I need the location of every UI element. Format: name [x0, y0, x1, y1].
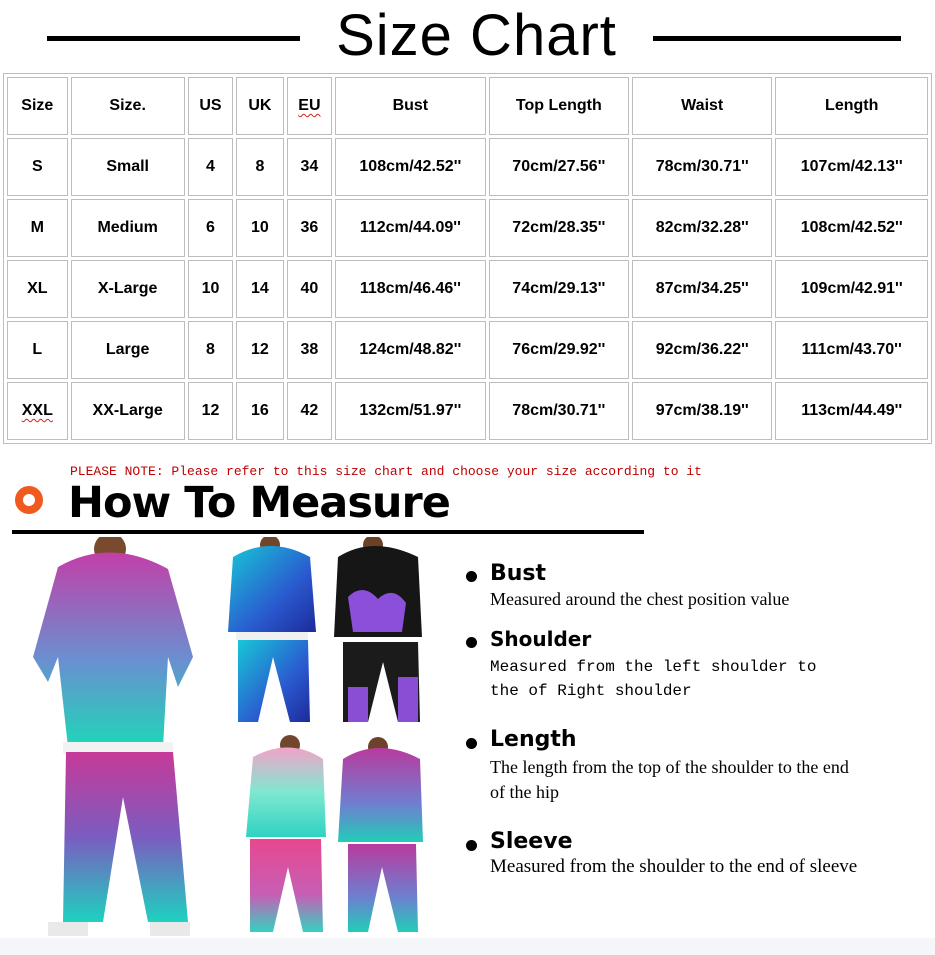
table-cell: L: [7, 321, 68, 379]
table-row: [7, 138, 928, 196]
bullet-icon: [466, 840, 477, 851]
table-cell: 16: [236, 382, 283, 440]
measure-item-desc: Measured from the left shoulder to the of Right shoulder: [490, 658, 817, 700]
table-cell: 92cm/36.22'': [632, 321, 772, 379]
size-chart-header: [0, 0, 935, 70]
table-cell: 78cm/30.71'': [489, 382, 629, 440]
table-row: [7, 260, 928, 318]
page-title: Size Chart: [336, 3, 617, 68]
table-cell: Medium: [71, 199, 185, 257]
bullet-icon: [466, 571, 477, 582]
model-purple: [338, 737, 423, 932]
measure-item-title: Sleeve: [490, 829, 573, 854]
table-cell: 107cm/42.13'': [775, 138, 928, 196]
table-cell: 132cm/51.97'': [335, 382, 486, 440]
table-cell: 8: [188, 321, 233, 379]
table-cell: 112cm/44.09'': [335, 199, 486, 257]
table-cell: 124cm/48.82'': [335, 321, 486, 379]
table-cell: 109cm/42.91'': [775, 260, 928, 318]
circle-icon: [15, 486, 43, 514]
table-cell: S: [7, 138, 68, 196]
size-table: [3, 73, 932, 444]
table-row: [7, 199, 928, 257]
table-cell: 14: [236, 260, 283, 318]
table-cell: 108cm/42.52'': [335, 138, 486, 196]
model-blue: [228, 537, 316, 722]
header-cell: Length: [775, 77, 928, 135]
table-cell: 74cm/29.13'': [489, 260, 629, 318]
table-row: [7, 382, 928, 440]
model-large: [33, 537, 193, 936]
table-cell: 38: [287, 321, 332, 379]
table-row: [7, 321, 928, 379]
model-pink: [246, 735, 326, 932]
measure-item-title: Shoulder: [490, 627, 592, 651]
table-cell: Large: [71, 321, 185, 379]
title-rule-right: [653, 36, 901, 41]
measure-item-desc: The length from the top of the shoulder to the end of the hip: [490, 757, 849, 802]
table-cell: XL: [7, 260, 68, 318]
header-cell: US: [188, 77, 233, 135]
table-cell: 76cm/29.92'': [489, 321, 629, 379]
size-note: PLEASE NOTE: Please refer to this size chart and choose your size according to it: [70, 464, 702, 479]
table-cell: 34: [287, 138, 332, 196]
table-cell: 97cm/38.19'': [632, 382, 772, 440]
table-cell: 4: [188, 138, 233, 196]
table-cell: X-Large: [71, 260, 185, 318]
table-cell: 111cm/43.70'': [775, 321, 928, 379]
measure-item-title: Length: [490, 727, 577, 752]
table-cell: 72cm/28.35'': [489, 199, 629, 257]
bottom-strip: [0, 938, 935, 955]
table-cell: 78cm/30.71'': [632, 138, 772, 196]
table-cell: 87cm/34.25'': [632, 260, 772, 318]
table-cell-text: XXL: [21, 402, 53, 419]
title-rule-left: [47, 36, 300, 41]
measure-item-title: Bust: [490, 561, 547, 586]
table-cell: [7, 382, 68, 440]
table-cell: 10: [236, 199, 283, 257]
table-cell: Small: [71, 138, 185, 196]
header-cell: Size.: [71, 77, 185, 135]
table-cell: 12: [188, 382, 233, 440]
table-cell: 10: [188, 260, 233, 318]
table-cell: 113cm/44.49'': [775, 382, 928, 440]
header-cell-text: EU: [298, 97, 321, 114]
table-cell: 6: [188, 199, 233, 257]
measure-item-desc: Measured around the chest position value: [490, 589, 790, 609]
header-cell: UK: [236, 77, 283, 135]
table-cell: 12: [236, 321, 283, 379]
table-cell: 42: [287, 382, 332, 440]
table-cell: 40: [287, 260, 332, 318]
table-header-row: [7, 77, 928, 135]
bullet-icon: [466, 738, 477, 749]
bullet-icon: [466, 637, 477, 648]
header-cell: Top Length: [489, 77, 629, 135]
table-cell: 70cm/27.56'': [489, 138, 629, 196]
product-photos: [18, 537, 438, 940]
table-cell: 118cm/46.46'': [335, 260, 486, 318]
header-cell: Waist: [632, 77, 772, 135]
table-cell: 8: [236, 138, 283, 196]
table-cell: M: [7, 199, 68, 257]
product-illustration: [18, 537, 438, 940]
model-black: [334, 537, 422, 722]
how-to-measure-title: How To Measure: [68, 478, 450, 528]
header-cell: [287, 77, 332, 135]
measure-item-desc: Measured from the shoulder to the end of sleeve: [490, 856, 858, 877]
table-cell: 82cm/32.28'': [632, 199, 772, 257]
header-cell: Bust: [335, 77, 486, 135]
heading-underline: [12, 530, 644, 534]
table-cell: XX-Large: [71, 382, 185, 440]
table-cell: 36: [287, 199, 332, 257]
table-cell: 108cm/42.52'': [775, 199, 928, 257]
header-cell: Size: [7, 77, 68, 135]
